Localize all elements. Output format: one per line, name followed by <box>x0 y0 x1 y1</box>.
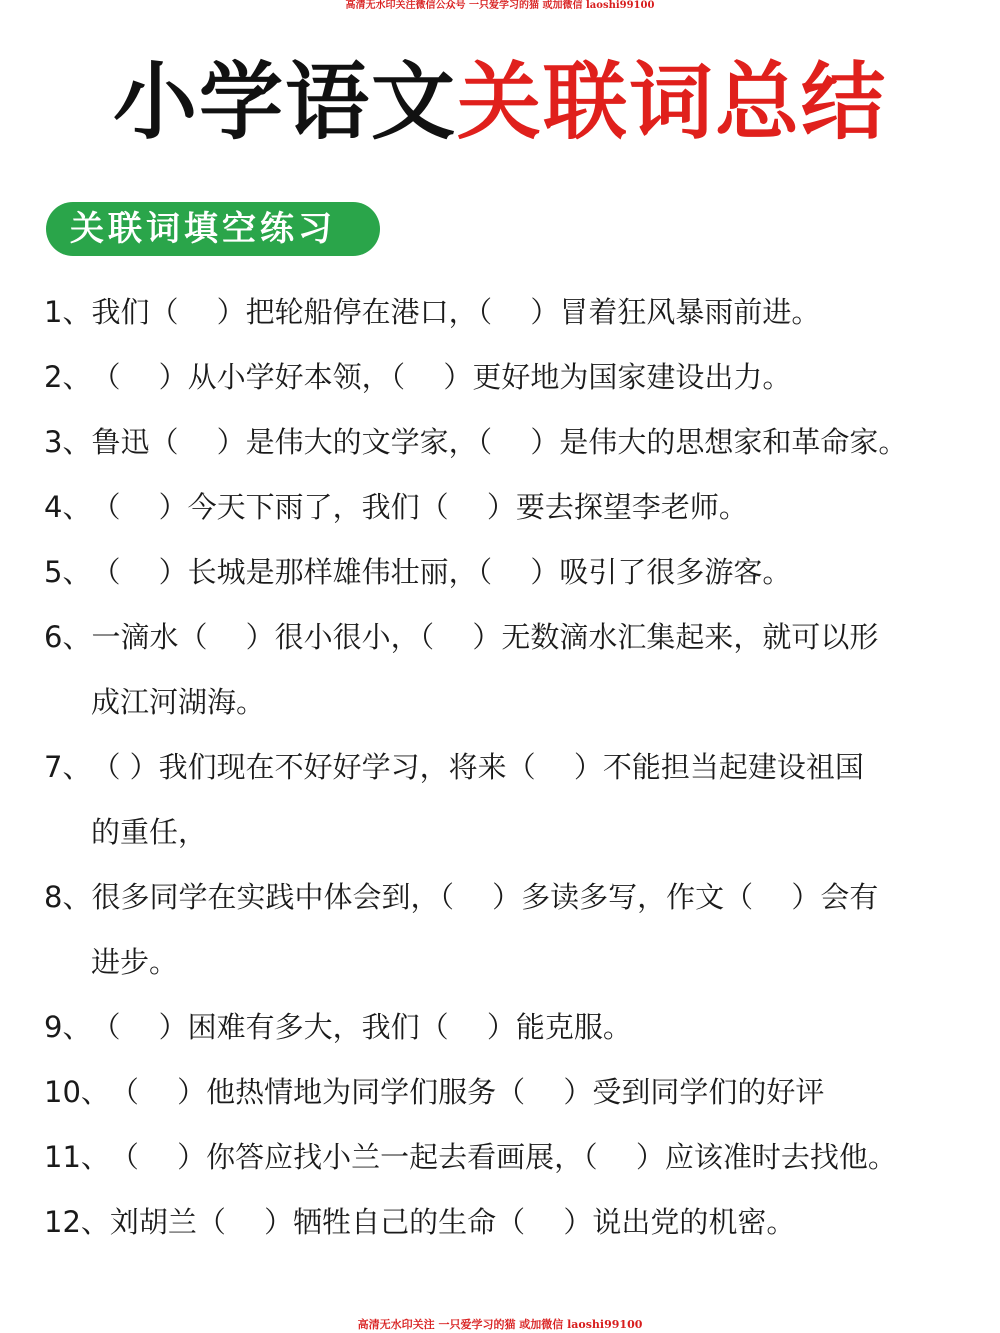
question-text: （ ）困难有多大，我们（ ）能克服。 <box>91 1010 632 1044</box>
question-number: 11、 <box>44 1140 110 1174</box>
question-list <box>44 280 984 1255</box>
question-item-12 <box>44 1190 984 1255</box>
question-number: 3、 <box>44 425 92 459</box>
question-text: （ ）今天下雨了，我们（ ）要去探望李老师。 <box>91 490 748 524</box>
question-item-6 <box>44 605 984 735</box>
question-text-continued: 进步。 <box>91 945 179 979</box>
question-number: 9、 <box>44 1010 92 1044</box>
question-item-10 <box>44 1060 984 1125</box>
question-number: 7、 <box>44 750 92 784</box>
question-text: 鲁迅（ ）是伟大的文学家，（ ）是伟大的思想家和革命家。 <box>91 425 908 459</box>
question-text: 刘胡兰（ ）牺牲自己的生命（ ）说出党的机密。 <box>109 1205 796 1239</box>
question-number: 5、 <box>44 555 92 589</box>
question-text: （ ）长城是那样雄伟壮丽，（ ）吸引了很多游客。 <box>91 555 792 589</box>
watermark-bottom: 高清无水印关注 一只爱学习的猫 或加微信 laoshi99100 <box>357 1318 643 1331</box>
title-part-highlight: 关联词总结 <box>457 52 888 151</box>
question-text: （ ）他热情地为同学们服务（ ）受到同学们的好评 <box>109 1075 825 1109</box>
question-number: 8、 <box>44 880 92 914</box>
question-text: 很多同学在实践中体会到，（ ）多读多写，作文（ ）会有 <box>91 880 879 914</box>
question-item-8 <box>44 865 984 995</box>
question-text-continued: 成江河湖海。 <box>91 685 266 719</box>
section-badge: 关联词填空练习 <box>46 202 380 256</box>
page-title <box>0 52 1000 152</box>
question-number: 12、 <box>44 1205 110 1239</box>
question-number: 4、 <box>44 490 92 524</box>
question-text: （ ）你答应找小兰一起去看画展，（ ）应该准时去找他。 <box>109 1140 897 1174</box>
question-text: 我们（ ）把轮船停在港口，（ ）冒着狂风暴雨前进。 <box>91 295 821 329</box>
question-item-7 <box>44 735 984 865</box>
question-text: （ ）从小学好本领，（ ）更好地为国家建设出力。 <box>91 360 792 394</box>
question-number: 2、 <box>44 360 92 394</box>
question-item-4 <box>44 475 984 540</box>
question-item-1 <box>44 280 984 345</box>
question-text: （ ）我们现在不好好学习，将来（ ）不能担当起建设祖国 <box>91 750 864 784</box>
question-item-2 <box>44 345 984 410</box>
title-part-main: 小学语文 <box>112 52 457 151</box>
question-item-9 <box>44 995 984 1060</box>
question-text: 一滴水（ ）很小很小，（ ）无数滴水汇集起来，就可以形 <box>91 620 879 654</box>
question-number: 6、 <box>44 620 92 654</box>
question-text-continued: 的重任， <box>91 815 208 849</box>
question-number: 10、 <box>44 1075 110 1109</box>
watermark-top: 高清无水印关注微信公众号 一只爱学习的猫 或加微信 laoshi99100 <box>345 0 655 11</box>
question-item-3 <box>44 410 984 475</box>
question-item-11 <box>44 1125 984 1190</box>
question-number: 1、 <box>44 295 92 329</box>
question-item-5 <box>44 540 984 605</box>
